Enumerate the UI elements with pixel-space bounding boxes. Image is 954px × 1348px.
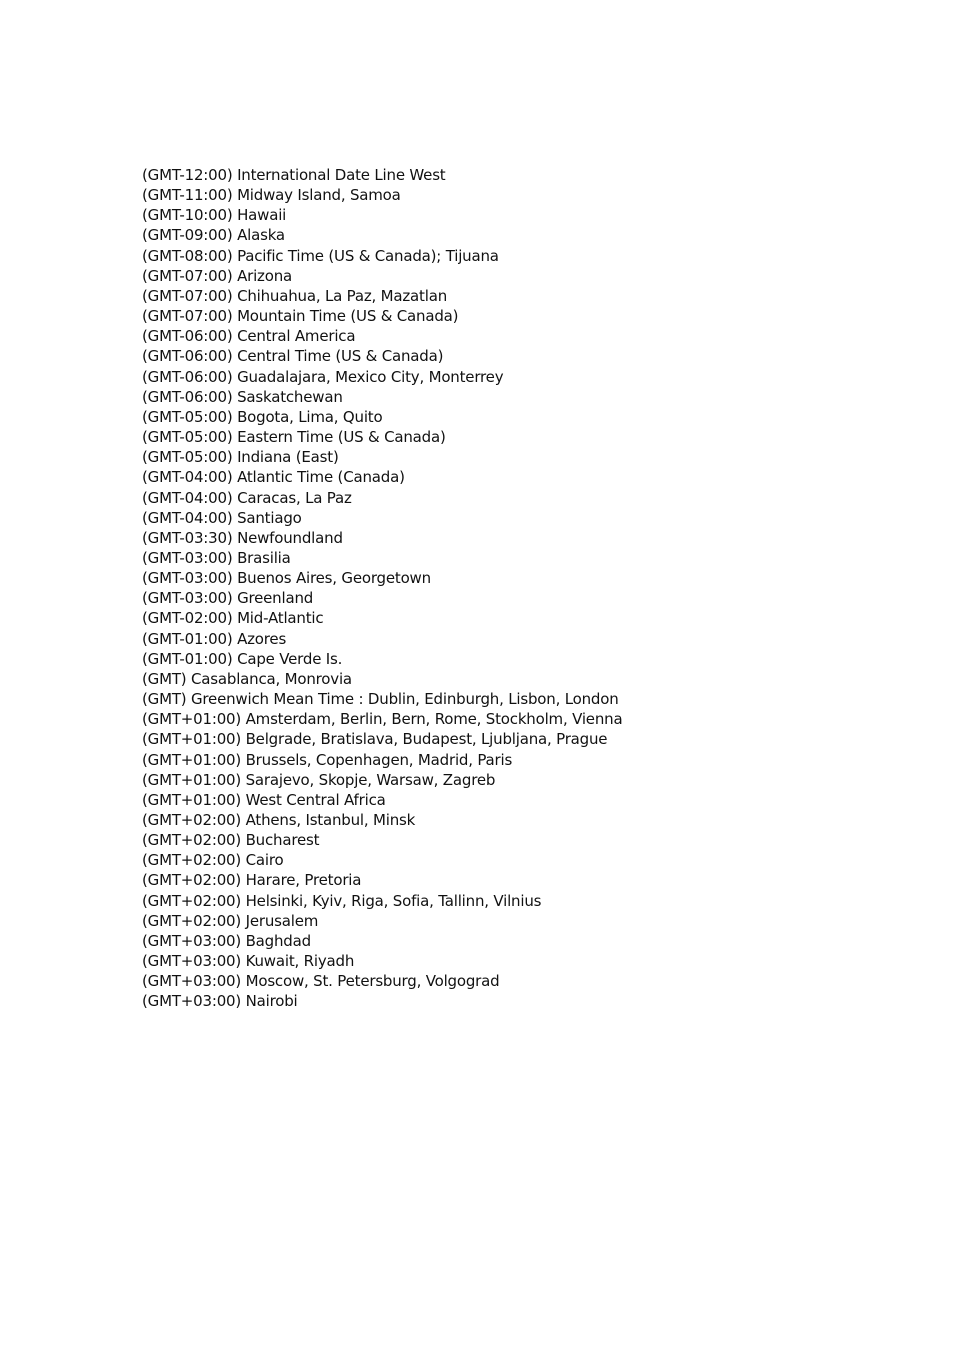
time-zone-item: (GMT-04:00) Caracas, La Paz xyxy=(142,488,352,507)
time-zone-item: (GMT-05:00) Bogota, Lima, Quito xyxy=(142,407,383,426)
time-zone-item: (GMT-03:00) Brasilia xyxy=(142,548,291,567)
time-zone-item: (GMT+02:00) Cairo xyxy=(142,851,284,870)
time-zone-item: (GMT-03:00) Greenland xyxy=(142,589,314,608)
time-zone-item: (GMT) Greenwich Mean Time : Dublin, Edinburgh, Lisbon, London xyxy=(142,690,619,709)
time-zone-item: (GMT+01:00) Amsterdam, Berlin, Bern, Rome, Stockholm, Vienna xyxy=(142,710,623,729)
time-zone-item: (GMT+01:00) West Central Africa xyxy=(142,790,386,809)
time-zone-item: (GMT+03:00) Moscow, St. Petersburg, Volgograd xyxy=(142,972,500,991)
time-zone-item: (GMT-06:00) Central Time (US & Canada) xyxy=(142,347,444,366)
time-zone-item: (GMT+02:00) Jerusalem xyxy=(142,911,319,930)
time-zone-item: (GMT+03:00) Baghdad xyxy=(142,931,311,950)
time-zone-item: (GMT-02:00) Mid-Atlantic xyxy=(142,609,324,628)
time-zone-item: (GMT-03:30) Newfoundland xyxy=(142,528,343,547)
time-zone-item: (GMT-05:00) Eastern Time (US & Canada) xyxy=(142,428,446,447)
time-zone-item: (GMT+02:00) Bucharest xyxy=(142,831,320,850)
time-zone-item: (GMT-05:00) Indiana (East) xyxy=(142,448,339,467)
time-zone-item: (GMT) Casablanca, Monrovia xyxy=(142,669,352,688)
time-zone-item: (GMT-04:00) Santiago xyxy=(142,508,302,527)
time-zone-item: (GMT-09:00) Alaska xyxy=(142,226,285,245)
time-zone-item: (GMT-01:00) Azores xyxy=(142,629,287,648)
time-zone-item: (GMT-03:00) Buenos Aires, Georgetown xyxy=(142,569,431,588)
time-zone-item: (GMT-06:00) Central America xyxy=(142,327,356,346)
time-zone-item: (GMT-07:00) Arizona xyxy=(142,266,293,285)
time-zone-item: (GMT+02:00) Harare, Pretoria xyxy=(142,871,362,890)
time-zone-item: (GMT-07:00) Mountain Time (US & Canada) xyxy=(142,307,459,326)
time-zone-item: (GMT+01:00) Brussels, Copenhagen, Madrid, Paris xyxy=(142,750,513,769)
time-zone-item: (GMT-01:00) Cape Verde Is. xyxy=(142,649,343,668)
time-zone-item: (GMT-12:00) International Date Line West xyxy=(142,166,446,184)
time-zone-item: (GMT-08:00) Pacific Time (US & Canada); Tijuana xyxy=(142,246,499,265)
time-zone-item: (GMT-10:00) Hawaii xyxy=(142,206,287,225)
time-zone-item: (GMT-06:00) Saskatchewan xyxy=(142,387,343,406)
time-zone-item: (GMT+01:00) Sarajevo, Skopje, Warsaw, Zagreb xyxy=(142,770,496,789)
time-zone-list xyxy=(142,165,622,1012)
time-zone-item: (GMT-11:00) Midway Island, Samoa xyxy=(142,186,401,205)
time-zone-item: (GMT+01:00) Belgrade, Bratislava, Budapest, Ljubljana, Prague xyxy=(142,730,608,749)
time-zone-item: (GMT-04:00) Atlantic Time (Canada) xyxy=(142,468,405,487)
time-zone-item: (GMT-06:00) Guadalajara, Mexico City, Monterrey xyxy=(142,367,504,386)
time-zone-item: (GMT+02:00) Athens, Istanbul, Minsk xyxy=(142,811,416,829)
time-zone-item: (GMT-07:00) Chihuahua, La Paz, Mazatlan xyxy=(142,286,447,305)
time-zone-item: (GMT+03:00) Nairobi xyxy=(142,992,298,1011)
time-zone-item: (GMT+02:00) Helsinki, Kyiv, Riga, Sofia, Tallinn, Vilnius xyxy=(142,891,542,910)
time-zone-item: (GMT+03:00) Kuwait, Riyadh xyxy=(142,952,355,971)
